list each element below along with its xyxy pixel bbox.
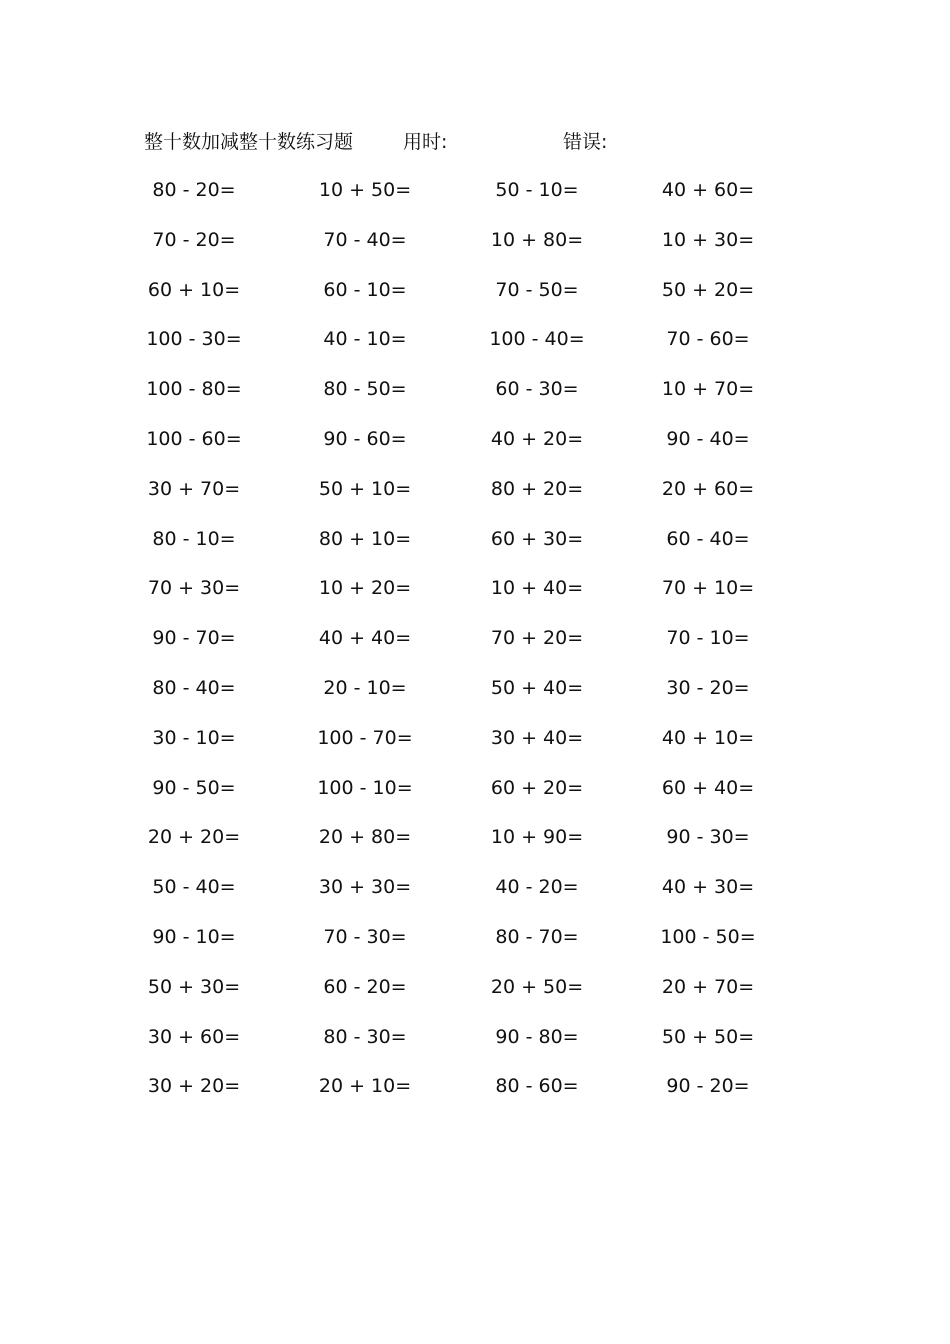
problem-row xyxy=(0,175,950,225)
math-problem: 20 + 80= xyxy=(318,826,412,849)
math-problem: 60 + 20= xyxy=(490,776,584,799)
problem-row xyxy=(0,1022,950,1072)
problem-row xyxy=(0,673,950,723)
math-problem: 100 - 60= xyxy=(146,427,242,450)
math-problem: 40 - 20= xyxy=(495,876,579,899)
math-problem: 20 + 60= xyxy=(661,477,755,500)
math-problem: 80 - 10= xyxy=(152,527,236,550)
math-problem: 60 + 10= xyxy=(147,278,241,301)
math-problem: 20 + 70= xyxy=(661,975,755,998)
math-problem: 80 - 70= xyxy=(495,925,579,948)
math-problem: 100 - 30= xyxy=(146,328,242,351)
problem-row xyxy=(0,275,950,325)
problem-row xyxy=(0,573,950,623)
math-problem: 20 + 50= xyxy=(490,975,584,998)
problem-row xyxy=(0,324,950,374)
problem-row xyxy=(0,922,950,972)
math-problem: 100 - 50= xyxy=(660,925,756,948)
math-problem: 80 - 20= xyxy=(152,179,236,201)
time-used-label: 用时: xyxy=(403,131,448,153)
problem-row xyxy=(0,723,950,773)
math-problem: 10 + 90= xyxy=(490,826,584,849)
math-problem: 80 - 60= xyxy=(495,1075,579,1098)
math-problem: 60 - 30= xyxy=(495,378,579,401)
math-problem: 80 + 10= xyxy=(318,527,412,550)
problem-row xyxy=(0,424,950,474)
math-problem: 10 + 70= xyxy=(661,378,755,401)
math-problem: 30 + 20= xyxy=(147,1075,241,1098)
math-problem: 90 - 20= xyxy=(666,1075,750,1098)
math-problem: 10 + 30= xyxy=(661,228,755,251)
math-problem: 50 + 30= xyxy=(147,975,241,998)
math-problem: 100 - 10= xyxy=(317,776,413,799)
math-problem: 30 - 10= xyxy=(152,726,236,749)
math-problem: 60 - 20= xyxy=(323,975,407,998)
math-problem: 50 + 40= xyxy=(490,676,584,699)
math-problem: 30 - 20= xyxy=(666,676,750,699)
problem-row xyxy=(0,1071,950,1121)
problem-row xyxy=(0,374,950,424)
math-problem: 10 + 50= xyxy=(318,179,412,201)
problem-row xyxy=(0,773,950,823)
math-problem: 30 + 70= xyxy=(147,477,241,500)
math-problem: 40 + 30= xyxy=(661,876,755,899)
math-problem: 100 - 70= xyxy=(317,726,413,749)
math-problem: 10 + 40= xyxy=(490,577,584,600)
math-problem: 60 - 10= xyxy=(323,278,407,301)
math-problem: 50 + 10= xyxy=(318,477,412,500)
math-problem: 70 - 20= xyxy=(152,228,236,251)
math-problem: 60 - 40= xyxy=(666,527,750,550)
math-problem: 40 - 10= xyxy=(323,328,407,351)
problem-row xyxy=(0,524,950,574)
math-problem: 70 - 50= xyxy=(495,278,579,301)
math-problem: 10 + 20= xyxy=(318,577,412,600)
problem-row xyxy=(0,872,950,922)
math-problem: 90 - 70= xyxy=(152,627,236,650)
math-problem: 70 - 10= xyxy=(666,627,750,650)
math-problem: 40 + 40= xyxy=(318,627,412,650)
problem-row xyxy=(0,474,950,524)
math-problem: 70 + 20= xyxy=(490,627,584,650)
math-problem: 90 - 80= xyxy=(495,1025,579,1048)
math-problem: 30 + 40= xyxy=(490,726,584,749)
math-problem: 90 - 10= xyxy=(152,925,236,948)
math-problem: 100 - 40= xyxy=(489,328,585,351)
math-problem: 40 + 60= xyxy=(661,179,755,201)
math-problem: 50 + 50= xyxy=(661,1025,755,1048)
math-problem: 100 - 80= xyxy=(146,378,242,401)
math-problem: 20 - 10= xyxy=(323,676,407,699)
math-problem: 90 - 50= xyxy=(152,776,236,799)
math-problem: 90 - 60= xyxy=(323,427,407,450)
math-problem: 60 + 30= xyxy=(490,527,584,550)
math-problem: 90 - 30= xyxy=(666,826,750,849)
problem-row xyxy=(0,623,950,673)
math-problem: 80 - 50= xyxy=(323,378,407,401)
math-problem: 90 - 40= xyxy=(666,427,750,450)
math-problem: 30 + 60= xyxy=(147,1025,241,1048)
math-problem: 80 - 30= xyxy=(323,1025,407,1048)
math-problem: 80 - 40= xyxy=(152,676,236,699)
math-problem: 50 - 40= xyxy=(152,876,236,899)
problem-grid xyxy=(0,175,950,1121)
math-problem: 20 + 20= xyxy=(147,826,241,849)
math-problem: 70 + 10= xyxy=(661,577,755,600)
math-problem: 70 - 30= xyxy=(323,925,407,948)
problem-row xyxy=(0,822,950,872)
math-problem: 50 - 10= xyxy=(495,179,579,201)
math-problem: 20 + 10= xyxy=(318,1075,412,1098)
math-problem: 40 + 20= xyxy=(490,427,584,450)
math-problem: 10 + 80= xyxy=(490,228,584,251)
math-problem: 80 + 20= xyxy=(490,477,584,500)
math-problem: 70 + 30= xyxy=(147,577,241,600)
worksheet-title: 整十数加减整十数练习题 xyxy=(144,131,354,153)
math-problem: 40 + 10= xyxy=(661,726,755,749)
math-problem: 30 + 30= xyxy=(318,876,412,899)
problem-row xyxy=(0,972,950,1022)
problem-row xyxy=(0,225,950,275)
math-problem: 70 - 40= xyxy=(323,228,407,251)
math-problem: 60 + 40= xyxy=(661,776,755,799)
errors-label: 错误: xyxy=(563,131,608,153)
math-problem: 50 + 20= xyxy=(661,278,755,301)
math-problem: 70 - 60= xyxy=(666,328,750,351)
